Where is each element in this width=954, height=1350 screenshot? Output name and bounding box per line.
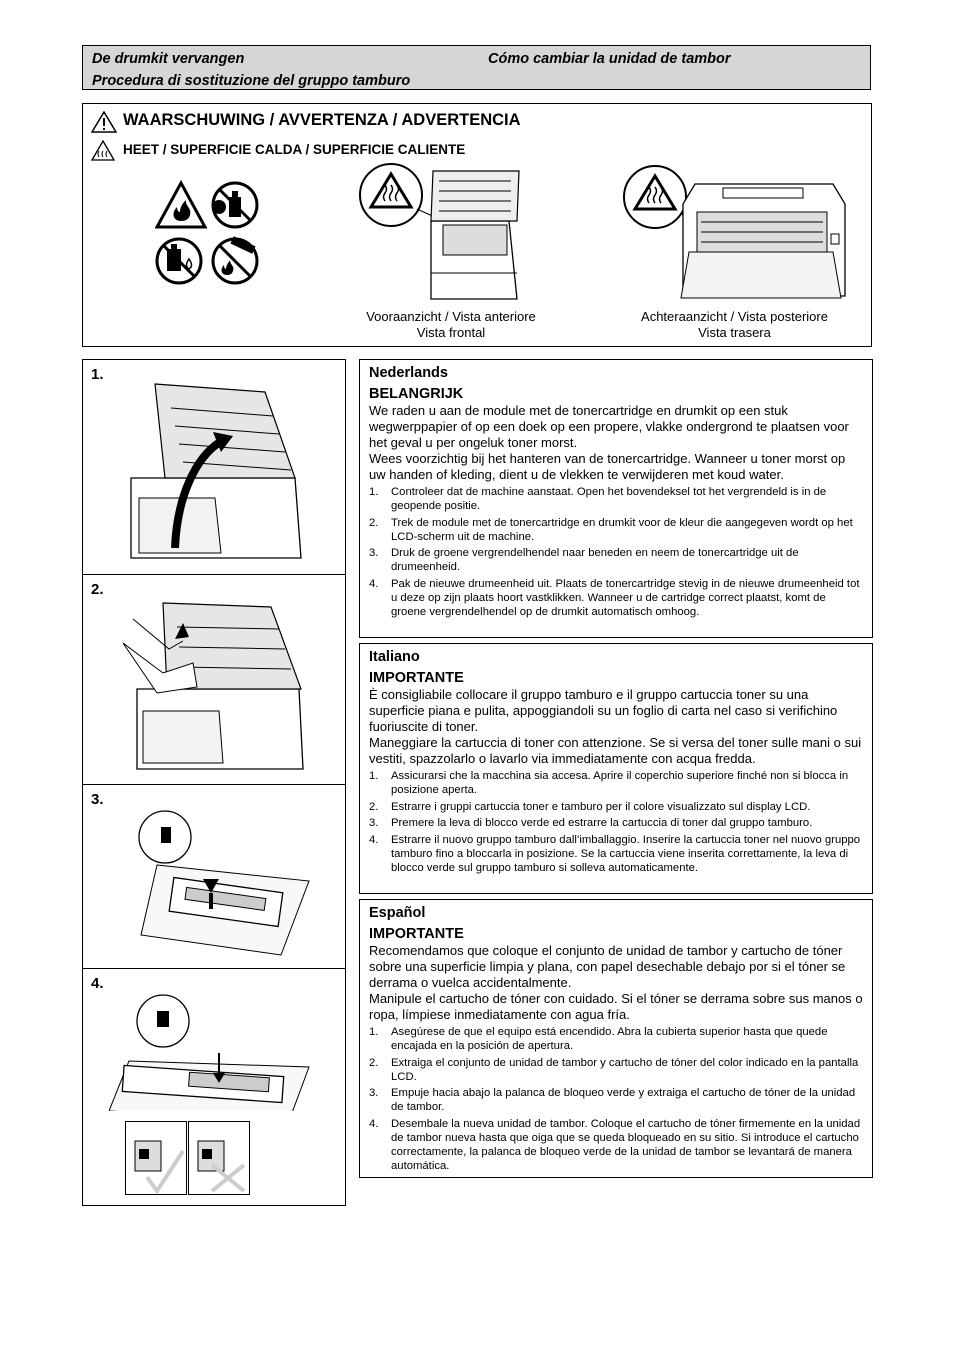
header-title-nl: De drumkit vervangen [92, 51, 245, 67]
page-header [82, 45, 871, 90]
incorrect-position-cross-icon [188, 1121, 250, 1195]
warning-triangle-icon [91, 111, 117, 133]
section-italiano [359, 643, 873, 894]
list-item: 4. Pak de nieuwe drumeenheid uit. Plaats de tonercartridge stevig in de nieuwe drumeenheid tot u deze op zijn plaats hoort vastklikken. Wanneer u de cartridge correct plaatst, komt de groene vergrendelhendel op de drumkit automatisch omhoog. [369, 577, 860, 618]
section-paragraph: È consigliabile collocare il gruppo tamburo e il gruppo cartuccia toner su una superficie piana e pulita, appoggiandoli su un foglio di carta nel caso si verifichino fuoriuscite di toner. [369, 687, 838, 734]
back-caption-1: Achteraanzicht / Vista posteriore [641, 309, 828, 324]
back-caption-2: Vista trasera [698, 325, 771, 340]
section-paragraph: Recomendamos que coloque el conjunto de unidad de tambor y cartucho de tóner sobre una superficie limpia y plana, con papel desechable debajo por si el tóner se derrama o vuelca accidentalmente. [369, 943, 846, 990]
front-caption-2: Vista frontal [416, 325, 486, 340]
list-item: 2. Estrarre i gruppi cartuccia toner e tamburo per il colore visualizzato sul display LCD. [369, 800, 811, 813]
step-number: 3. [91, 791, 104, 808]
list-item: 4. Estrarre il nuovo gruppo tamburo dall’imballaggio. Inserire la cartuccia toner nel nuovo gruppo tamburo fino a bloccarla in posizione. Se la cartuccia viene inserita correttamente, la leva di blocco verde sul gruppo tamburo si solleva automaticamente. [369, 833, 861, 874]
section-language: Nederlands [369, 365, 448, 381]
no-fire-toner-icon [213, 236, 257, 283]
section-heading: IMPORTANTE [369, 670, 464, 686]
step-4-panel [83, 969, 345, 1207]
step-number: 4. [91, 975, 104, 992]
front-view-illustration [359, 161, 539, 306]
step-4-insert-toner-illustration [109, 991, 319, 1111]
step-number: 2. [91, 581, 104, 598]
step-1-open-cover-illustration [125, 378, 305, 568]
header-title-es: Cómo cambiar la unidad de tambor [488, 51, 731, 67]
flame-warning-icon [157, 183, 205, 227]
section-nederlands [359, 359, 873, 638]
step-1-panel [83, 360, 345, 575]
step-3-panel [83, 785, 345, 969]
no-flammable-liquid-icon [157, 239, 201, 283]
list-item: 1. Controleer dat de machine aanstaat. Open het bovendeksel tot het vergrendeld is in de geopende positie. [369, 486, 827, 512]
list-item: 3. Empuje hacia abajo la palanca de bloqueo verde y extraiga el cartucho de tóner de la unidad de tambor. [369, 1087, 856, 1113]
section-espanol [359, 899, 873, 1178]
list-item: 1. Assicurarsi che la macchina sia accesa. Aprire il coperchio superiore finché non si blocca in posizione aperta. [369, 770, 849, 796]
section-language: Español [369, 905, 426, 921]
section-paragraph: Maneggiare la cartuccia di toner con attenzione. Se si versa del toner sulle mani o sui vestiti, spazzolarlo o lavarlo via immediatamente con acqua fredda. [369, 735, 862, 766]
instruction-list [369, 485, 864, 619]
steps-column [82, 359, 346, 1206]
section-heading: IMPORTANTE [369, 926, 464, 942]
list-item: 3. Premere la leva di blocco verde ed estrarre la cartuccia di toner dal gruppo tamburo. [369, 817, 813, 829]
section-paragraph: Wees voorzichtig bij het hanteren van de tonercartridge. Wanneer u toner morst op uw handen of kleding, dient u de vlekken te verwijderen met koud water. [369, 451, 846, 482]
warning-box [82, 103, 872, 347]
list-item: 3. Druk de groene vergrendelhendel naar beneden en neem de tonercartridge uit de drumeenheid. [369, 547, 799, 573]
section-paragraph: We raden u aan de module met de tonercartridge en drumkit op een stuk wegwerppapier of op een doek op een propere, vlakke ondergrond te plaatsen voor het geval u per ongeluk toner morst. [369, 403, 849, 450]
section-paragraph: Manipule el cartucho de tóner con cuidado. Si el tóner se derrama sobre sus manos o ropa, límpiese inmediatamente con agua fría. [369, 991, 863, 1022]
no-fire-icons [155, 179, 263, 287]
instruction-list [369, 769, 864, 875]
step-3-press-lever-illustration [131, 805, 311, 965]
list-item: 2. Extraiga el conjunto de unidad de tambor y cartucho de tóner del color indicado en la pantalla LCD. [369, 1056, 859, 1083]
header-title-it: Procedura di sostituzione del gruppo tamburo [92, 73, 411, 89]
correct-position-check-icon [125, 1121, 187, 1195]
section-heading: BELANGRIJK [369, 386, 464, 402]
step-2-panel [83, 575, 345, 785]
warning-subtitle: HEET / SUPERFICIE CALDA / SUPERFICIE CALIENTE [123, 142, 466, 157]
back-view-illustration [623, 164, 855, 304]
no-spray-icon [212, 183, 257, 227]
instruction-list [369, 1025, 864, 1173]
list-item: 2. Trek de module met de tonercartridge en drumkit voor de kleur die aangegeven wordt op het LCD-scherm uit de machine. [369, 516, 853, 543]
hot-surface-triangle-icon [91, 140, 115, 161]
section-language: Italiano [369, 649, 420, 665]
list-item: 1. Asegúrese de que el equipo está encendido. Abra la cubierta superior hasta que quede encajada en la posición de apertura. [369, 1026, 828, 1052]
step-number: 1. [91, 366, 104, 383]
step-2-remove-drum-illustration [123, 593, 313, 781]
front-caption-1: Vooraanzicht / Vista anteriore [366, 309, 536, 324]
warning-title: WAARSCHUWING / AVVERTENZA / ADVERTENCIA [123, 111, 521, 129]
list-item: 4. Desembale la nueva unidad de tambor. Coloque el cartucho de tóner firmemente en la unidad de tambor nueva hasta que oiga que se queda bloqueado en su sitio. Si introduce el cartucho correctamente, la palanca de bloqueo verde de la unidad de tambor se levantará de manera automática. [369, 1117, 861, 1172]
